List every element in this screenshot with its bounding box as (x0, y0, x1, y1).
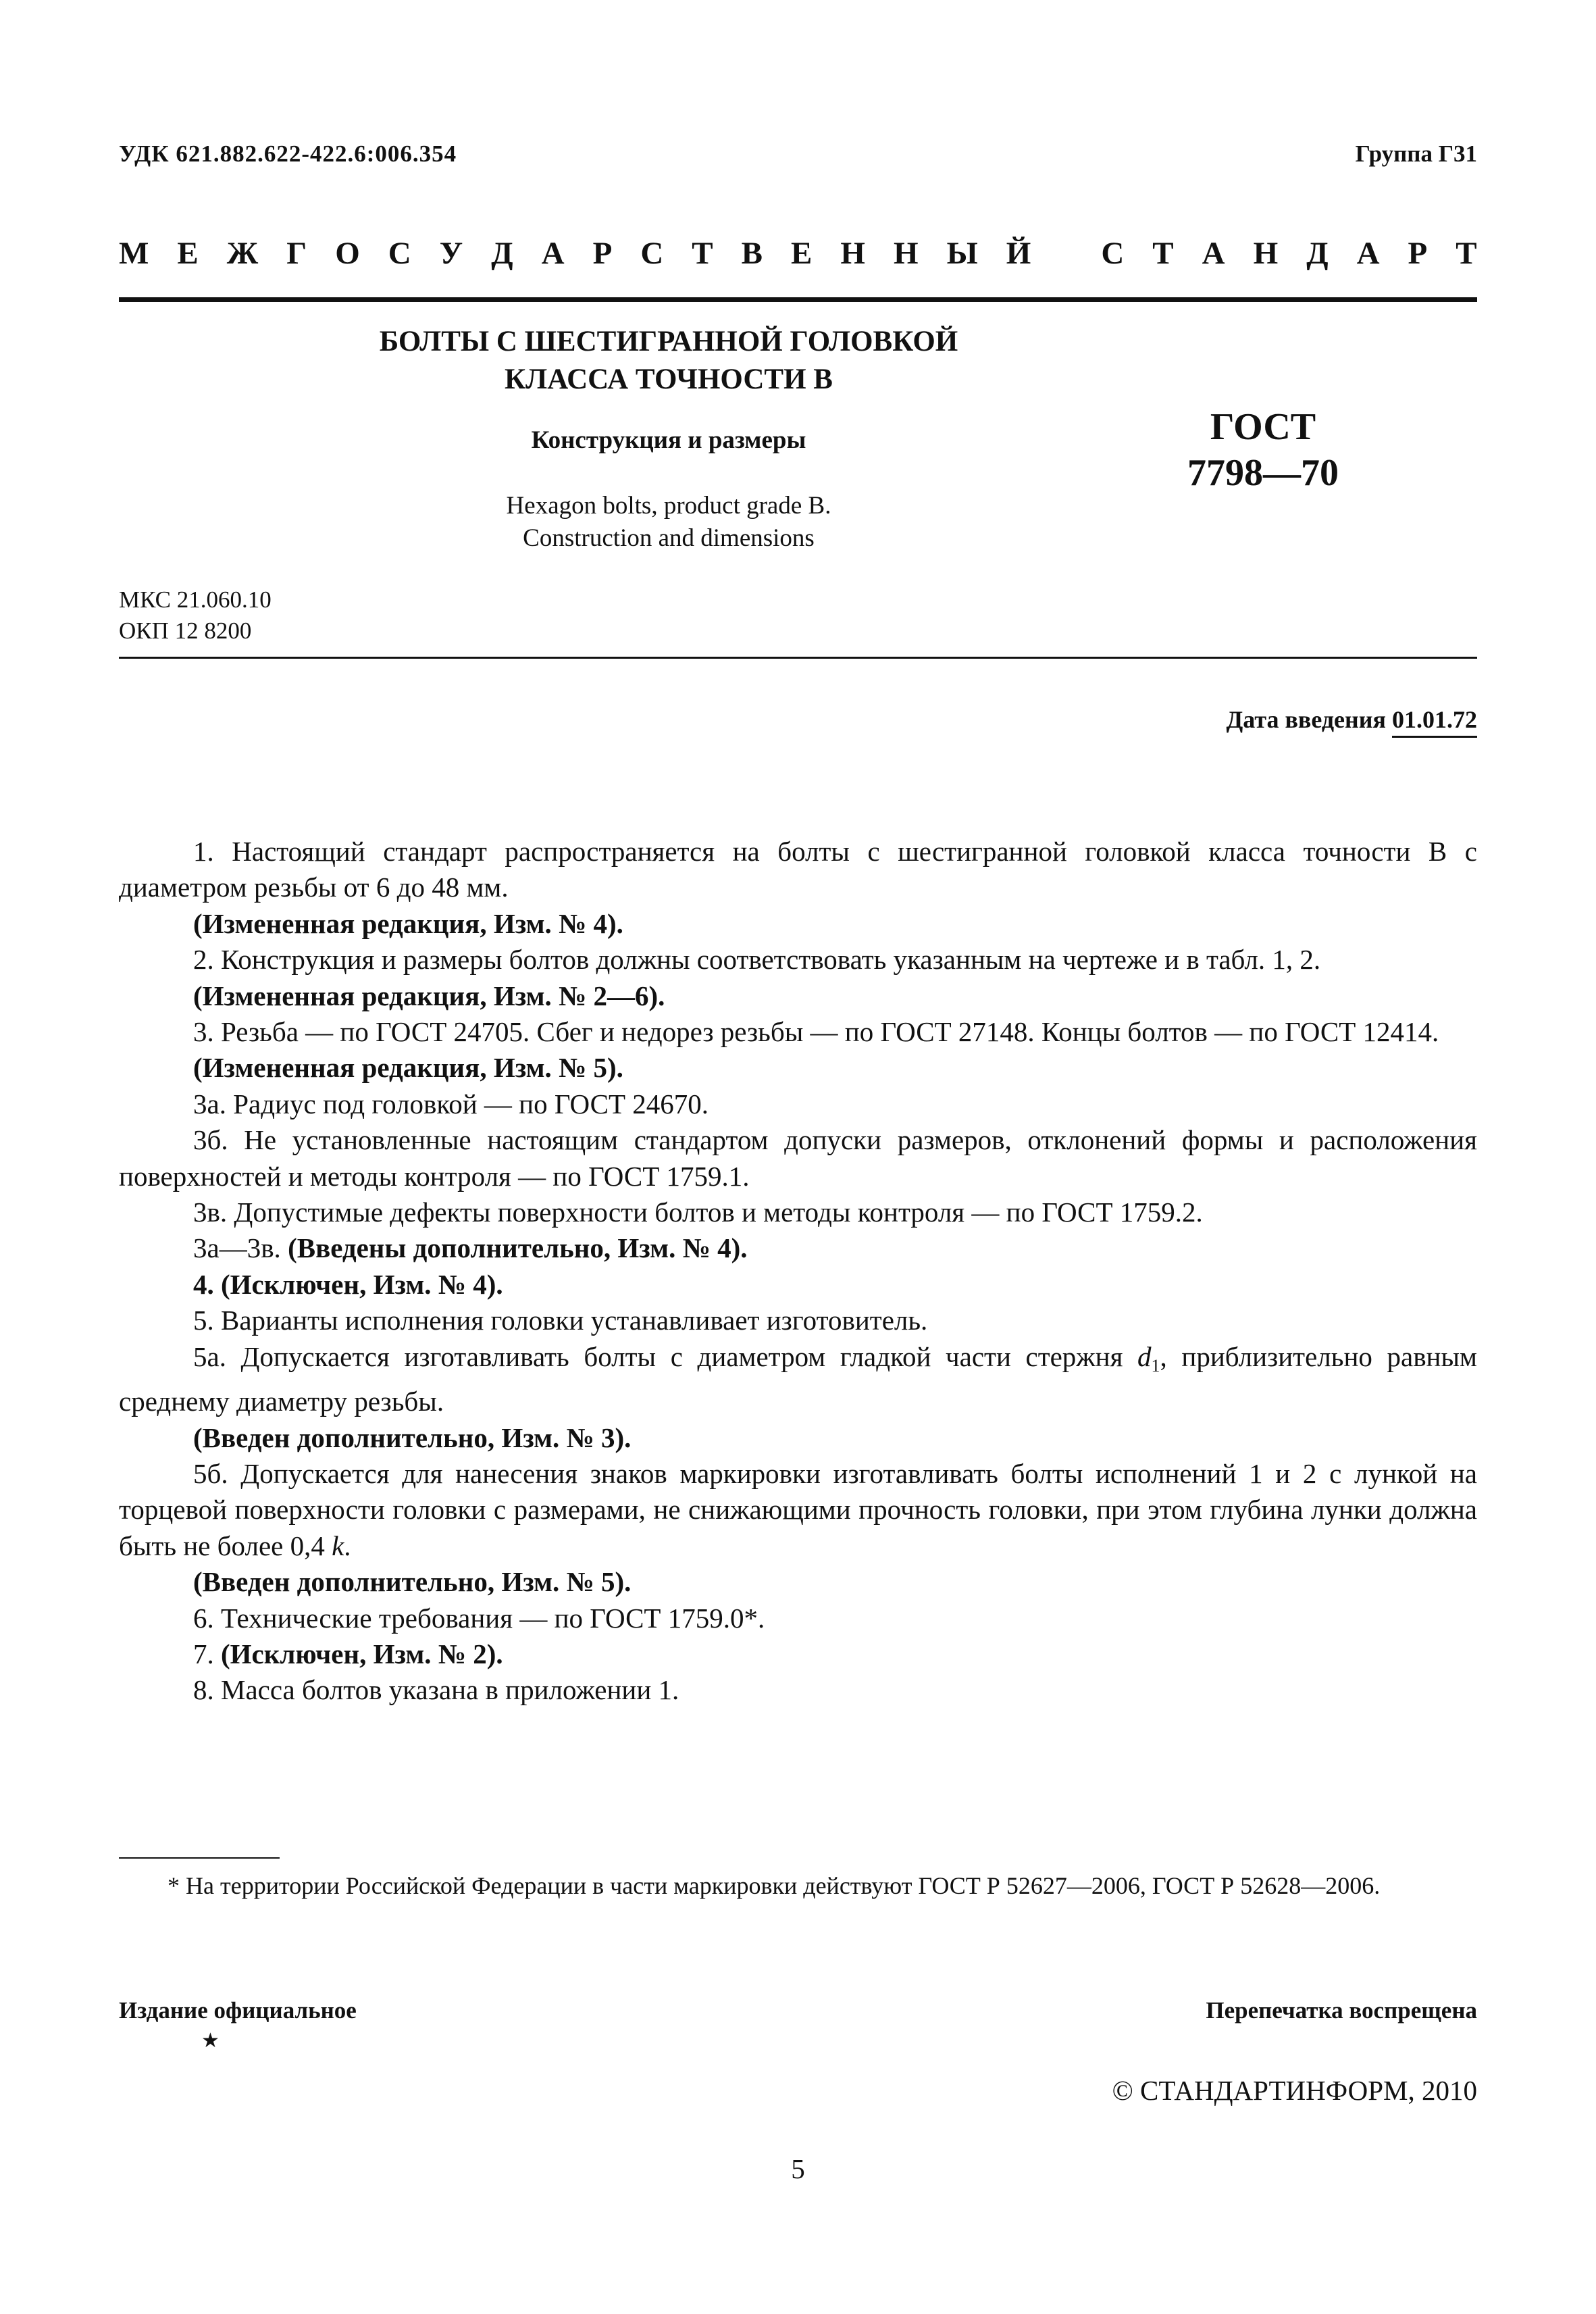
page-number: 5 (791, 2153, 805, 2184)
clause-5a (119, 1339, 1477, 1420)
clause-text: , приблизительно равным среднему диаметру резьбы. (119, 1340, 1477, 1417)
interstate-letter: Й (1006, 236, 1031, 271)
standard-letter: Т (1456, 236, 1477, 271)
codes-rule (119, 657, 1477, 659)
amendment-note: (Введен дополнительно, Изм. № 5). (193, 1566, 632, 1598)
amendment-note: (Исключен, Изм. № 4). (221, 1268, 503, 1300)
standard-letter: Д (1306, 236, 1329, 271)
subscript: 1 (1151, 1355, 1160, 1376)
interstate-letter: У (439, 236, 463, 271)
clause-3a-3v-note (119, 1230, 1477, 1266)
clause-prefix: 3а—3в. (193, 1232, 288, 1264)
clause-text: 5б. Допускается для нанесения знаков маркировки изготавливать болты исполнений 1 и 2 с лункой на торцевой поверхности головки с размерами, не снижающими прочность головки, при этом глубина лунки должна быть не более 0,4 (119, 1457, 1477, 1561)
title-line-1: БОЛТЫ С ШЕСТИГРАННОЙ ГОЛОВКОЙ (379, 326, 958, 357)
interstate-letter: Н (840, 236, 865, 271)
clause-3b: 3б. Не установленные настоящим стандартом допуски размеров, отклонений формы и расположения поверхностей и методы контроля — по ГОСТ 1759.1. (119, 1124, 1477, 1192)
interstate-letter: Т (692, 236, 713, 271)
amendment-note: (Измененная редакция, Изм. № 4). (193, 907, 623, 939)
interstate-letter: М (119, 236, 149, 271)
standard-letter: С (1101, 236, 1125, 271)
header-rule (119, 297, 1477, 302)
clause-prefix: 4. (193, 1268, 221, 1300)
amendment-note: (Измененная редакция, Изм. № 2—6). (193, 980, 665, 1011)
amendment-note: (Введены дополнительно, Изм. № 4). (288, 1232, 748, 1264)
star-icon: ★ (201, 2030, 220, 2052)
interstate-letter: Д (491, 236, 513, 271)
document-title (243, 323, 1094, 399)
clause-7 (119, 1636, 1477, 1672)
standard-letter: Н (1253, 236, 1279, 271)
clause-6: 6. Технические требования — по ГОСТ 1759.0*. (193, 1602, 765, 1634)
english-title (243, 490, 1094, 555)
interstate-letter: Ы (946, 236, 978, 271)
interstate-letter: Е (177, 236, 199, 271)
variable-k: k (332, 1530, 344, 1561)
interstate-letter: Г (286, 236, 307, 271)
standard-letter: Т (1152, 236, 1174, 271)
intro-date-value: 01.01.72 (1392, 706, 1477, 733)
amendment-note: (Введен дополнительно, Изм. № 3). (193, 1422, 632, 1453)
mks-code: МКС 21.060.10 (119, 586, 272, 613)
amendment-note: (Исключен, Изм. № 2). (221, 1638, 503, 1669)
english-title-line-2: Construction and dimensions (523, 524, 815, 552)
english-title-line-1: Hexagon bolts, product grade B. (506, 492, 831, 520)
interstate-letter: С (640, 236, 664, 271)
interstate-letter: Ж (226, 236, 259, 271)
interstate-standard-heading (119, 235, 1477, 272)
clause-text: . (344, 1530, 351, 1561)
gost-designation (1162, 404, 1364, 496)
clause-2: 2. Конструкция и размеры болтов должны соответствовать указанным на чертеже и в табл. 1, 2. (193, 944, 1321, 976)
clause-5: 5. Варианты исполнения головки устанавливает изготовитель. (193, 1305, 928, 1336)
document-subtitle: Конструкция и размеры (531, 426, 806, 454)
standard-letter: Р (1408, 236, 1428, 271)
clause-3: 3. Резьба — по ГОСТ 24705. Сбег и недорез резьбы — по ГОСТ 27148. Концы болтов — по ГОСТ 12414. (193, 1016, 1439, 1048)
footnote-rule (119, 1857, 280, 1859)
footnote-text: * На территории Российской Федерации в части маркировки действуют ГОСТ Р 52627—2006, ГОСТ Р 52628—2006. (168, 1872, 1381, 1899)
clause-5b (119, 1456, 1477, 1564)
copyright: © СТАНДАРТИНФОРМ, 2010 (1112, 2075, 1477, 2106)
interstate-letter: В (741, 236, 763, 271)
clause-prefix: 7. (193, 1638, 221, 1669)
intro-date-label: Дата введения (1226, 706, 1386, 733)
document-body (119, 834, 1477, 1709)
interstate-letter: А (541, 236, 565, 271)
interstate-letter: О (335, 236, 360, 271)
official-edition: Издание официальное (119, 1997, 357, 2023)
clause-1: 1. Настоящий стандарт распространяется на болты с шестигранной головкой класса точности В с диаметром резьбы от 6 до 48 мм. (119, 836, 1477, 903)
title-line-2: КЛАССА ТОЧНОСТИ В (505, 363, 833, 395)
clause-4 (119, 1267, 1477, 1303)
okp-code: ОКП 12 8200 (119, 618, 252, 644)
introduction-date (1227, 705, 1478, 734)
clause-3a: 3а. Радиус под головкой — по ГОСТ 24670. (193, 1088, 709, 1120)
word-gap (1059, 235, 1073, 272)
gost-number: 7798—70 (1187, 452, 1339, 494)
udk-code: УДК 621.882.622-422.6:006.354 (119, 141, 457, 167)
standard-letter: А (1202, 236, 1225, 271)
interstate-letter: Р (592, 236, 613, 271)
clause-8: 8. Масса болтов указана в приложении 1. (193, 1674, 679, 1706)
clause-text: 5а. Допускается изготавливать болты с диаметром гладкой части стержня (193, 1340, 1138, 1372)
group-code: Группа Г31 (1355, 141, 1477, 167)
amendment-note: (Измененная редакция, Изм. № 5). (193, 1052, 623, 1084)
variable-d: d (1137, 1340, 1152, 1372)
interstate-letter: Е (791, 236, 813, 271)
interstate-letter: Н (893, 236, 919, 271)
classification-codes (119, 584, 272, 647)
standard-letter: А (1356, 236, 1380, 271)
gost-label: ГОСТ (1210, 406, 1316, 448)
reprint-prohibited: Перепечатка воспрещена (1206, 1997, 1477, 2023)
clause-3v: 3в. Допустимые дефекты поверхности болтов и методы контроля — по ГОСТ 1759.2. (193, 1197, 1203, 1228)
interstate-letter: С (388, 236, 411, 271)
footnote (119, 1870, 1477, 1902)
